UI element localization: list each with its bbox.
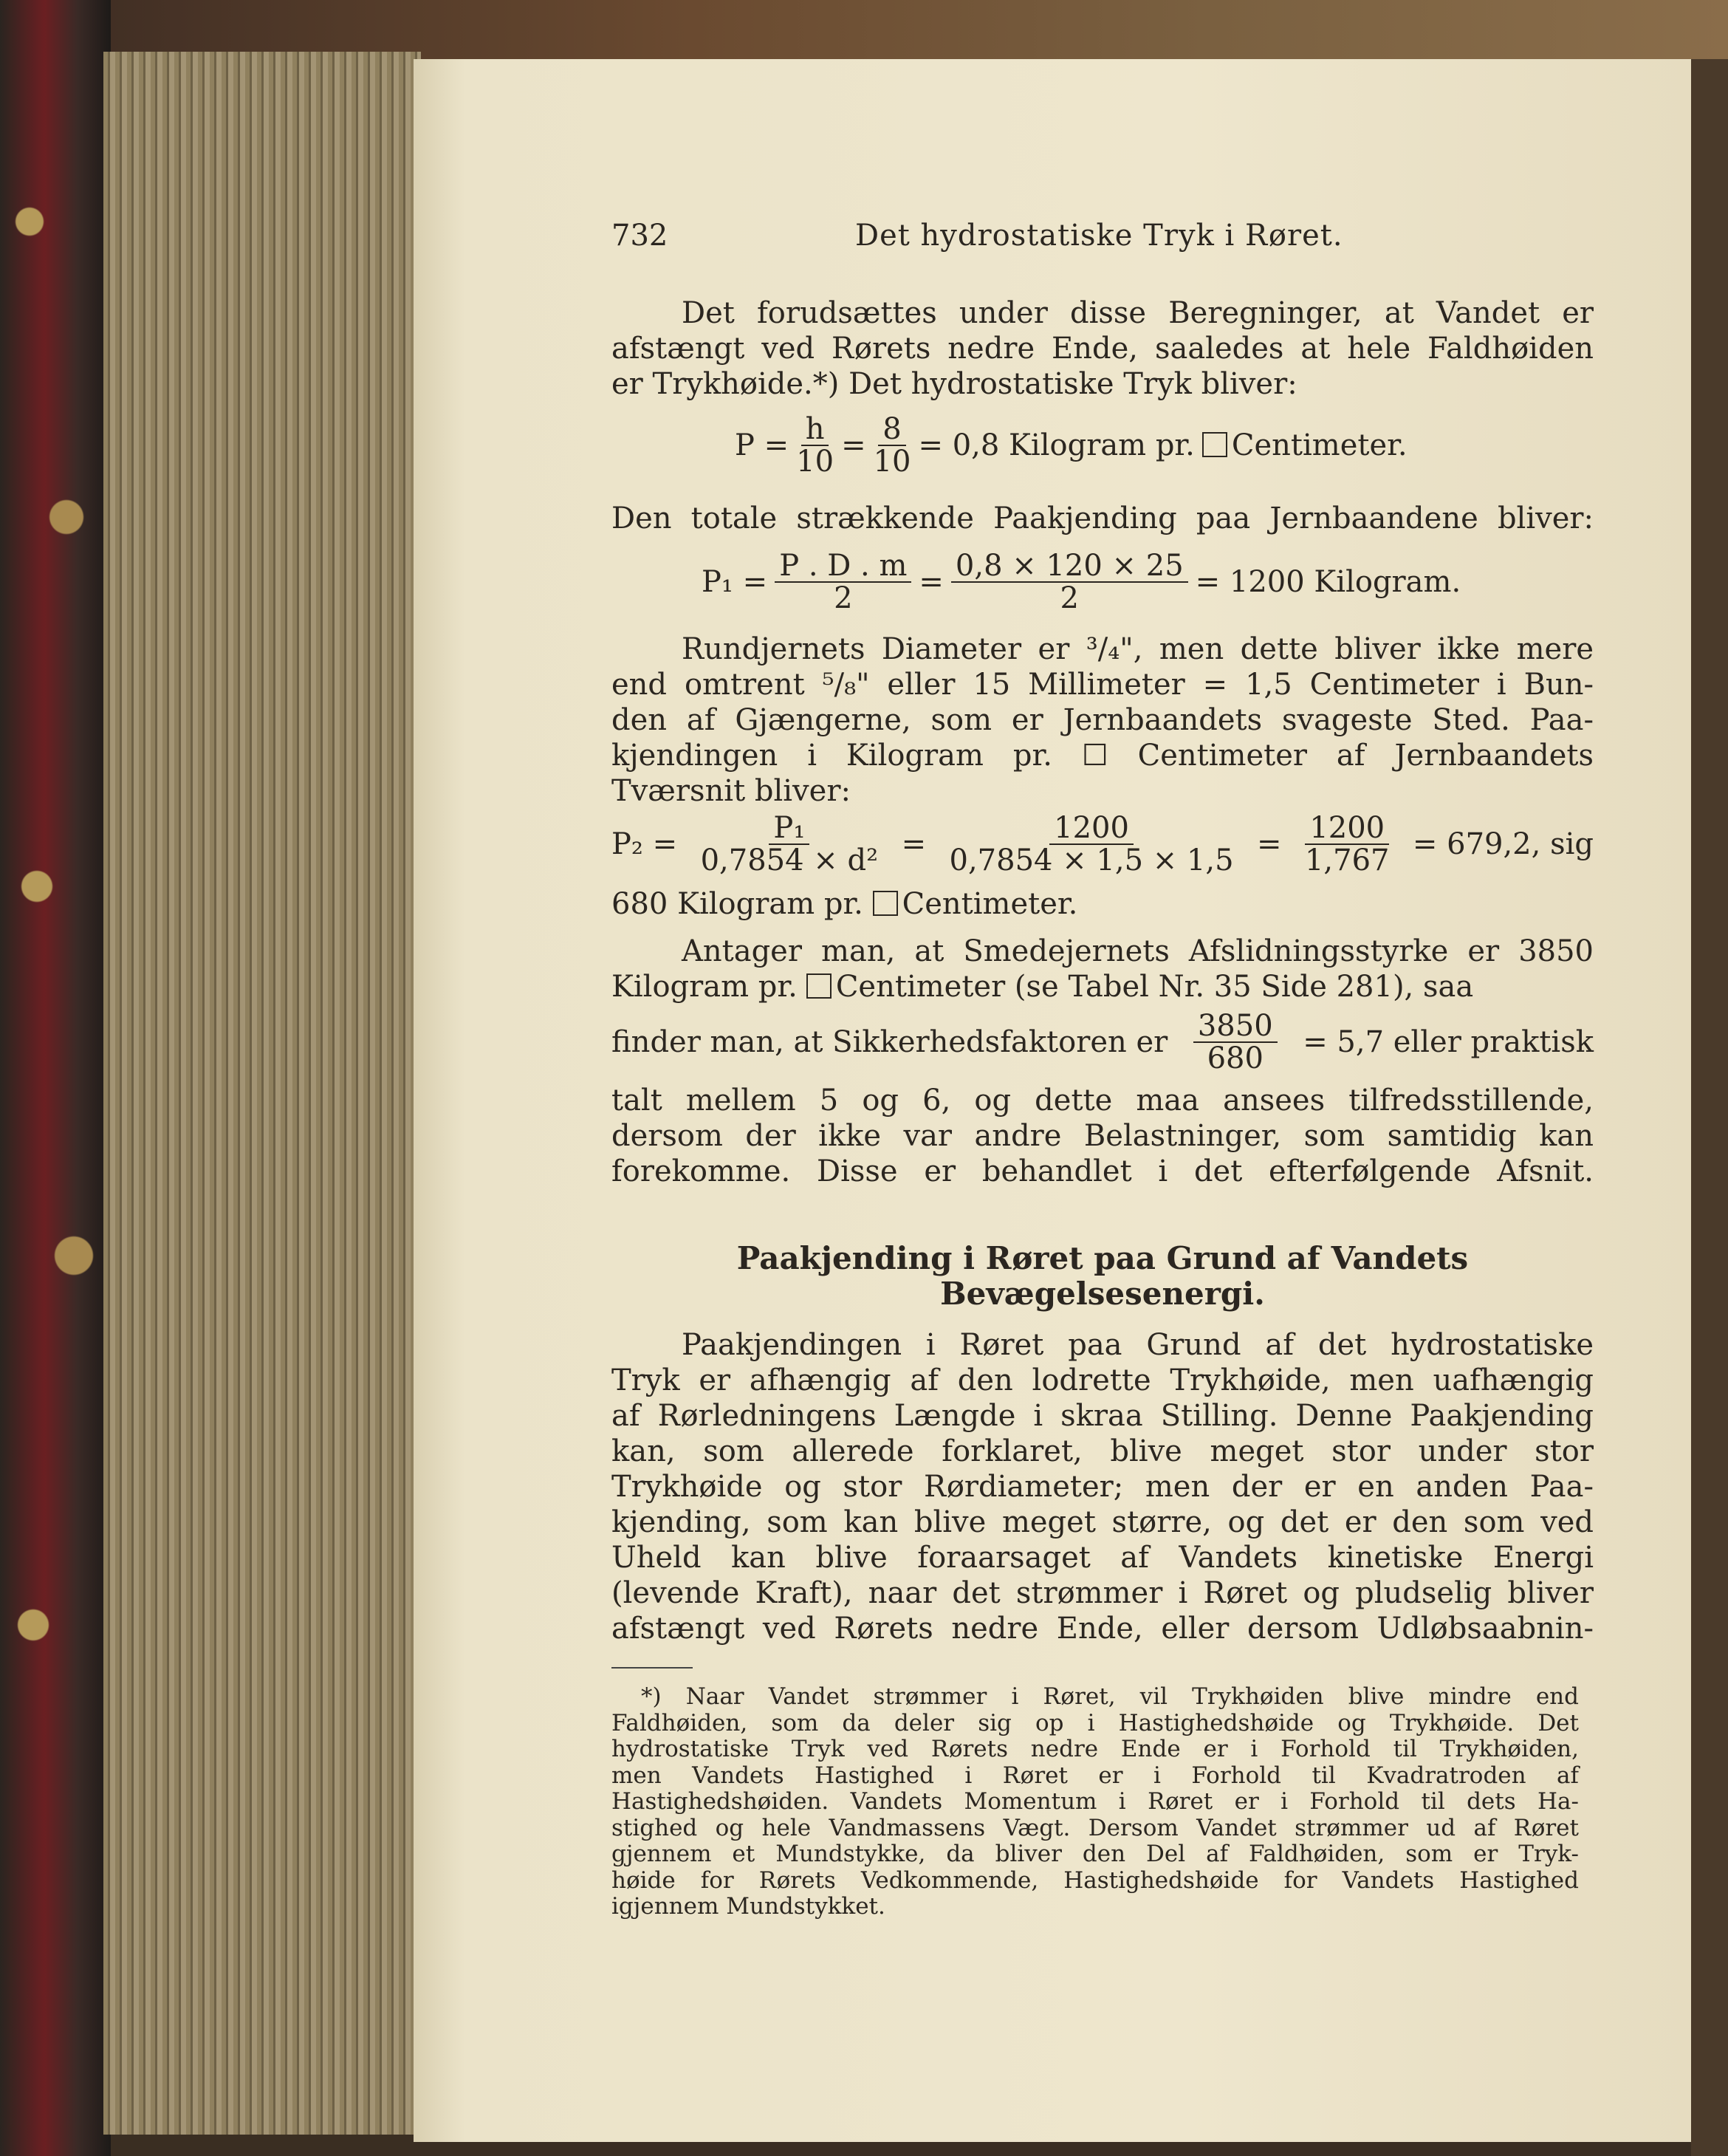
fraction <box>950 812 1234 876</box>
eq-result: = 0,8 Kilogram pr. <box>918 428 1195 462</box>
footnote-line: igjennem Mundstykket. <box>611 1893 885 1920</box>
paragraph-4 <box>611 1083 1594 1189</box>
text-line: kjendingen i Kilogram pr. ☐ Centimeter af Jernbaandets <box>611 739 1594 773</box>
numerator: 1200 <box>1049 812 1134 845</box>
paragraph-5 <box>611 1327 1594 1646</box>
book-cover-right <box>1691 59 1728 2156</box>
text-line: Paakjendingen i Røret paa Grund af det hydrostatiske <box>682 1328 1594 1362</box>
eq-result: = 679,2, sig <box>1412 827 1594 861</box>
footnote-line: Faldhøiden, som da deler sig op i Hastighedshøide og Trykhøide. Det <box>611 1709 1579 1736</box>
equals: = <box>841 428 866 462</box>
text-line: Den totale strækkende Paakjending paa Jernbaandene bliver: <box>611 502 1594 535</box>
denominator: 2 <box>834 581 853 615</box>
text-line: Rundjernets Diameter er ³/₄", men dette bliver ikke mere <box>682 632 1594 666</box>
section-heading <box>611 1241 1594 1312</box>
footnote-line: stighed og hele Vandmassens Vægt. Dersom Vandet strømmer ud af Røret <box>611 1814 1579 1841</box>
paragraph-den <box>611 501 1594 536</box>
text-line: Det forudsættes under disse Beregninger, at Vandet er <box>682 296 1594 330</box>
fraction <box>775 550 911 614</box>
text: Kilogram pr. <box>611 970 798 1004</box>
eq-lhs: P = <box>735 428 789 462</box>
footnote-line: *) Naar Vandet strømmer i Røret, vil Trykhøiden blive mindre end <box>641 1683 1579 1710</box>
denominator: 680 <box>1207 1041 1264 1075</box>
text-line: dersom der ikke var andre Belastninger, som samtidig kan <box>611 1119 1594 1153</box>
text-line: forekomme. Disse er behandlet i det efterfølgende Afsnit. <box>611 1154 1594 1188</box>
numerator: 0,8 × 120 × 25 <box>951 550 1188 583</box>
eq-lhs: P₂ = <box>611 827 678 861</box>
paragraph-1 <box>611 295 1594 402</box>
text-line <box>611 969 1594 1005</box>
text-line: talt mellem 5 og 6, og dette maa ansees tilfredsstillende, <box>611 1084 1594 1118</box>
denominator: 1,767 <box>1304 843 1390 877</box>
denominator: 0,7854 × d² <box>700 843 879 877</box>
unit: Centimeter. <box>1231 428 1408 462</box>
fraction <box>1305 812 1390 876</box>
fraction <box>874 414 911 477</box>
text-line: Tværsnit bliver: <box>611 774 851 808</box>
running-title: Det hydrostatiske Tryk i Røret. <box>855 219 1343 253</box>
text-line: Antager man, at Smedejernets Afslidningsstyrke er 3850 <box>682 934 1594 968</box>
equals: = <box>919 565 944 599</box>
equation-safety-factor <box>611 1010 1594 1074</box>
numerator: 1200 <box>1305 812 1389 845</box>
footnote-rule <box>611 1667 693 1669</box>
equation-p2 <box>611 812 1594 876</box>
denominator: 10 <box>873 445 911 479</box>
footnote-line: gjennem et Mundstykke, da bliver den Del af Faldhøiden, som er Tryk- <box>611 1841 1579 1867</box>
numerator: h <box>801 414 829 446</box>
equals: = <box>901 827 927 861</box>
text-line: er Trykhøide.*) Det hydrostatiske Tryk bliver: <box>611 367 1297 401</box>
text-line: den af Gjængerne, som er Jernbaandets svageste Sted. Paa- <box>611 703 1594 737</box>
square-symbol-icon <box>1202 432 1227 457</box>
denominator: 10 <box>796 445 834 479</box>
eq-result: = 1200 Kilogram. <box>1195 565 1461 599</box>
fraction <box>951 550 1188 614</box>
text-line: end omtrent ⁵/₈" eller 15 Millimeter = 1,5 Centimeter i Bun- <box>611 668 1594 702</box>
text-line: kjending, som kan blive meget større, og det er den som ved <box>611 1505 1594 1539</box>
footnote-line: hydrostatiske Tryk ved Rørets nedre Ende er i Forhold til Trykhøiden, <box>611 1736 1579 1762</box>
paragraph-2 <box>611 632 1594 809</box>
text-line: kan, som allerede forklaret, blive meget stor under stor <box>611 1434 1594 1468</box>
paragraph-3 <box>611 934 1594 1005</box>
fraction <box>701 812 879 876</box>
footnote <box>611 1684 1579 1920</box>
text-line: (levende Kraft), naar det strømmer i Røret og pludselig bliver <box>611 1576 1594 1610</box>
text: finder man, at Sikkerhedsfaktoren er <box>611 1025 1168 1059</box>
footnote-line: høide for Rørets Vedkommende, Hastighedshøide for Vandets Hastighed <box>611 1866 1579 1894</box>
fraction <box>796 414 834 477</box>
square-symbol-icon <box>873 891 898 916</box>
text: Centimeter (se Tabel Nr. 35 Side 281), saa <box>835 970 1474 1004</box>
denominator: 2 <box>1060 581 1079 615</box>
line-680 <box>611 886 1594 922</box>
fraction <box>1193 1010 1278 1074</box>
text-line: af Rørledningens Længde i skraa Stilling. Denne Paakjending <box>611 1399 1594 1433</box>
footnote-line: men Vandets Hastighed i Røret er i Forhold til Kvadratroden af <box>611 1762 1579 1789</box>
equation-p <box>735 414 1408 477</box>
text: Centimeter. <box>902 887 1078 921</box>
text-line: Tryk er afhængig af den lodrette Trykhøide, men uafhængig <box>611 1363 1594 1397</box>
equation-p1 <box>702 550 1461 614</box>
book-cover-top <box>0 0 1728 59</box>
text-line: afstængt ved Rørets nedre Ende, eller dersom Udløbsaabnin- <box>611 1612 1594 1646</box>
page-edges <box>103 52 421 2135</box>
heading-line: Bevægelsesenergi. <box>940 1276 1265 1312</box>
equals: = <box>1257 827 1282 861</box>
numerator: P₁ <box>769 812 809 845</box>
text-line: Uheld kan blive foraarsaget af Vandets kinetiske Energi <box>611 1541 1594 1575</box>
heading-line: Paakjending i Røret paa Grund af Vandets <box>736 1240 1469 1276</box>
square-symbol-icon <box>806 973 832 999</box>
numerator: 8 <box>878 414 905 446</box>
denominator: 0,7854 × 1,5 × 1,5 <box>949 843 1234 877</box>
text-line: Trykhøide og stor Rørdiameter; men der er en anden Paa- <box>611 1470 1594 1504</box>
page-number: 732 <box>611 219 668 253</box>
text-line: afstængt ved Rørets nedre Ende, saaledes at hele Faldhøiden <box>611 332 1594 366</box>
eq-lhs: P₁ = <box>702 565 768 599</box>
text: = 5,7 eller praktisk <box>1303 1025 1594 1059</box>
marbled-book-edge <box>0 0 111 2156</box>
numerator: P . D . m <box>775 550 911 583</box>
numerator: 3850 <box>1193 1010 1278 1043</box>
footnote-line: Hastighedshøiden. Vandets Momentum i Røret er i Forhold til dets Ha- <box>611 1788 1579 1815</box>
text: 680 Kilogram pr. <box>611 887 863 921</box>
